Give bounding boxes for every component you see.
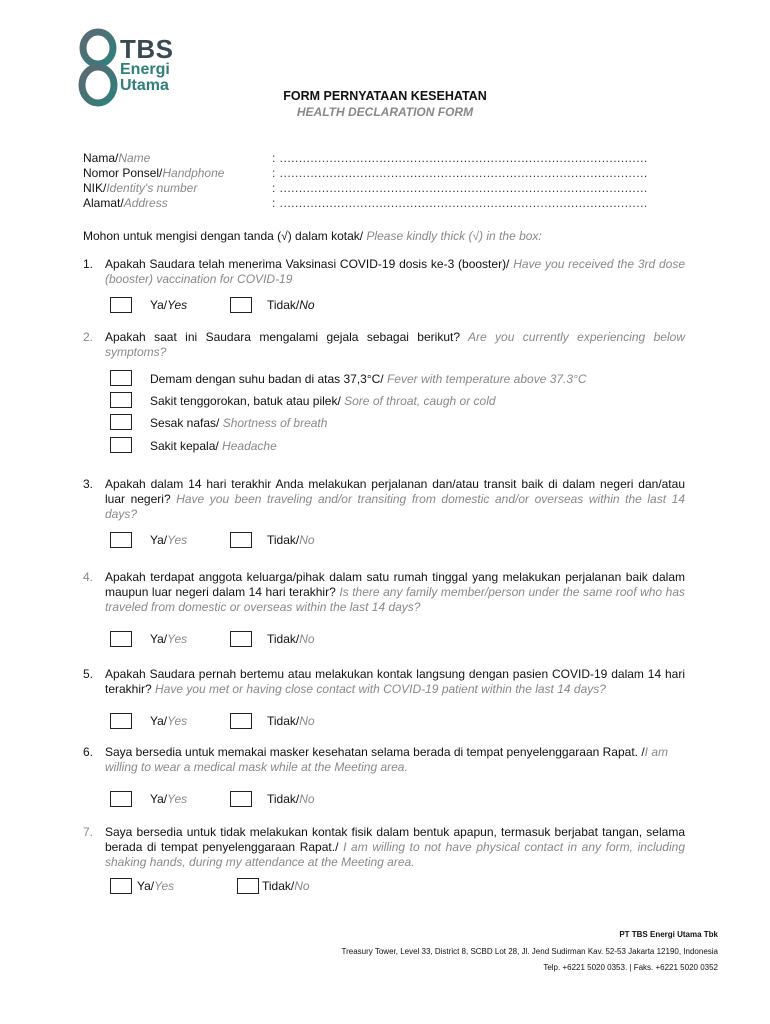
question-text-id: Apakah Saudara pernah bertemu atau melakukan kontak langsung dengan pasien COVID-19 dalam 14 hari terakhir? [105,667,685,696]
field-name-id: Nama/ [83,151,119,165]
logo-line-2: Energi [120,61,170,78]
q7-no-label: Tidak/No [262,879,310,893]
question-7 [83,825,685,870]
question-text-en: Have you met or having close contact with COVID-19 patient within the last 14 days? [151,682,606,696]
q5-no-checkbox[interactable] [230,713,252,729]
question-text-en: I am willing to wear a medical mask while at the Meeting area. [105,745,668,774]
field-nik-input[interactable]: : ................................................................................................ [272,181,648,195]
q4-yes-label: Ya/Yes [150,632,188,646]
q3-yes-checkbox[interactable] [110,532,132,548]
form-title: FORM PERNYATAAN KESEHATAN [283,89,487,103]
question-text-en: Have you been traveling and/or transiting from domestic and/or overseas within the last 14 days? [105,492,685,521]
footer-address: Treasury Tower, Level 33, District 8, SCBD Lot 28, Jl. Jend Sudirman Kav. 52-53 Jakarta 12190, Indonesia [341,947,718,956]
form-subtitle: HEALTH DECLARATION FORM [296,105,474,119]
q1-no-checkbox[interactable] [230,297,252,313]
field-name-en: Name [118,151,151,165]
symptom-headache-checkbox[interactable] [110,437,132,453]
q1-yes-label: Ya/Yes [150,298,188,312]
q7-no-checkbox[interactable] [237,878,259,894]
q3-no-checkbox[interactable] [230,532,252,548]
question-text-id: Apakah Saudara telah menerima Vaksinasi COVID-19 dosis ke-3 (booster)/ [105,257,510,271]
q7-yes-checkbox[interactable] [110,878,132,894]
field-nik-label [83,181,197,195]
question-number: 1. [83,257,94,271]
question-text-id: Apakah saat ini Saudara mengalami gejala sebagai berikut? [105,330,460,344]
question-6 [83,745,685,775]
question-text-en: Have you received the 3rd dose (booster) vaccination for COVID-19 [105,257,685,286]
logo-line-3: Utama [120,77,169,94]
q6-yes-checkbox[interactable] [110,791,132,807]
field-phone-input[interactable]: : ................................................................................................ [272,166,648,180]
logo-wordmark [120,36,174,94]
symptom-throat-checkbox[interactable] [110,392,132,408]
q5-yes-label: Ya/Yes [150,714,188,728]
q6-yes-label: Ya/Yes [150,792,188,806]
question-2 [83,330,685,360]
question-text-en: Are you currently experiencing below symptoms? [105,330,685,359]
q5-no-label: Tidak/No [267,714,315,728]
symptom-fever-checkbox[interactable] [110,370,132,386]
symptom-breath-checkbox[interactable] [110,414,132,430]
field-address-input[interactable]: : ................................................................................................ [272,196,648,210]
q4-yes-checkbox[interactable] [110,631,132,647]
question-number: 7. [83,825,94,839]
question-text-id: Saya bersedia untuk memakai masker kesehatan selama berada di tempat penyelenggaraan Rapat. / [105,745,645,759]
q1-yes-checkbox[interactable] [110,297,132,313]
instruction [83,229,542,243]
field-phone-en: Handphone [162,166,225,180]
question-5 [83,667,685,697]
footer-phone: Telp. +6221 5020 0353. | Faks. +6221 5020 0352 [543,963,718,972]
field-phone-id: Nomor Ponsel/ [83,166,163,180]
question-number: 5. [83,667,94,681]
field-address-en: Address [123,196,168,210]
question-text-id: Saya bersedia untuk tidak melakukan kontak fisik dalam bentuk apapun, termasuk berjabat tangan, selama berada di tempat penyelenggaraan Rapat./ [105,825,685,854]
question-3 [83,477,685,522]
field-name-label [83,151,150,165]
q7-yes-label: Ya/Yes [137,879,175,893]
field-nik-id: NIK/ [83,181,107,195]
q6-no-label: Tidak/No [267,792,315,806]
symptom-throat-label: Sakit tenggorokan, batuk atau pilek/ Sore of throat, caugh or cold [150,394,496,408]
question-text-en: Is there any family member/person under the same roof who has traveled from domestic or overseas within the last 14 days? [105,585,686,614]
question-text-en: I am willing to not have physical contact in any form, including shaking hands, during my attendance at the Meeting area. [105,840,685,869]
q3-no-label: Tidak/No [267,533,315,547]
field-address-id: Alamat/ [83,196,124,210]
question-text-id: Apakah dalam 14 hari terakhir Anda melakukan perjalanan dan/atau transit baik di dalam negeri dan/atau luar negeri? [105,477,685,506]
instruction-id: Mohon untuk mengisi dengan tanda (√) dalam kotak/ [83,229,364,243]
question-number: 2. [83,330,94,344]
logo-line-1: TBS [120,34,174,64]
q5-yes-checkbox[interactable] [110,713,132,729]
field-phone-label [83,166,224,180]
field-nik-en: Identity's number [106,181,198,195]
q4-no-label: Tidak/No [267,632,315,646]
question-number: 4. [83,570,94,584]
field-name-input[interactable]: : ................................................................................................ [272,151,648,165]
question-1 [83,257,685,287]
symptom-fever-label: Demam dengan suhu badan di atas 37,3°C/ Fever with temperature above 37.3°C [150,372,587,386]
q4-no-checkbox[interactable] [230,631,252,647]
q3-yes-label: Ya/Yes [150,533,188,547]
symptom-headache-label: Sakit kepala/ Headache [150,439,277,453]
question-number: 6. [83,745,94,759]
instruction-en: Please kindly thick (√) in the box: [363,229,542,243]
footer-company: PT TBS Energi Utama Tbk [619,930,718,939]
field-address-label [83,196,168,210]
question-4 [83,570,685,615]
symptom-breath-label: Sesak nafas/ Shortness of breath [150,416,328,430]
question-number: 3. [83,477,94,491]
question-text-id: Apakah terdapat anggota keluarga/pihak dalam satu rumah tinggal yang melakukan perjalanan baik dalam maupun luar negeri dalam 14 hari terakhir? [105,570,685,599]
q6-no-checkbox[interactable] [230,791,252,807]
q1-no-label: Tidak/No [267,298,315,312]
